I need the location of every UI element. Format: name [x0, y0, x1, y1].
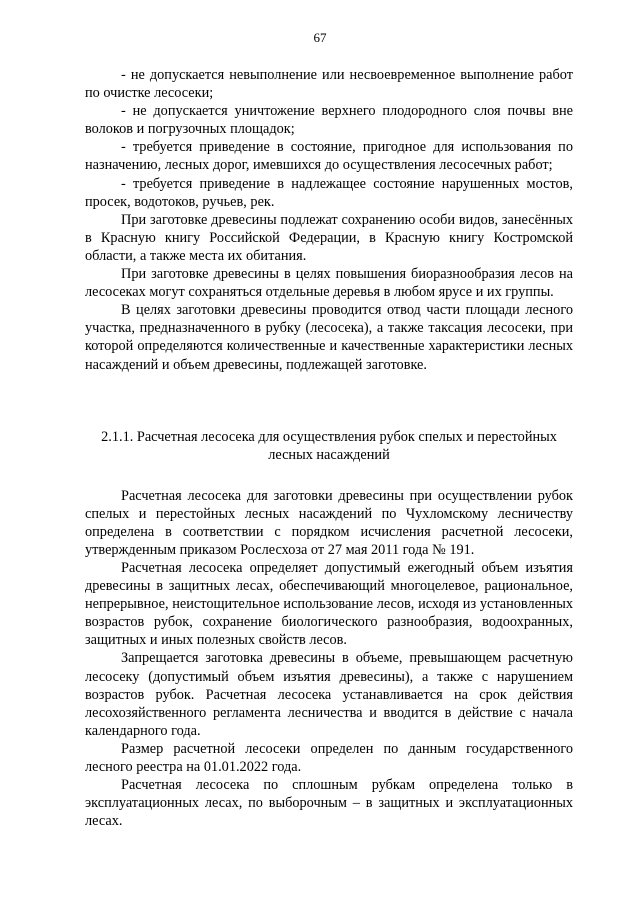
paragraph: Расчетная лесосека для заготовки древесины при осуществлении рубок спелых и перестойных лесных насаждений по Чухломскому лесничеству определена в соответствии с порядком исчисления расчетной лесосеки, утвержденным приказом Рослесхоза от 27 мая 2011 года № 191.: [85, 487, 573, 558]
page-number: 67: [313, 30, 327, 45]
paragraph: Расчетная лесосека определяет допустимый ежегодный объем изъятия древесины в защитных лесах, обеспечивающий многоцелевое, рациональное, непрерывное, неистощительное использование лесов, исходя из установленных возрастов рубок, сохранение биологического разнообразия, водоохранных, защитных и иных полезных свойств лесов.: [85, 559, 573, 649]
paragraph: При заготовке древесины в целях повышения биоразнообразия лесов на лесосеках могут сохраняться отдельные деревья в любом ярусе и их группы.: [85, 266, 573, 301]
paragraph: При заготовке древесины подлежат сохранению особи видов, занесённых в Красную книгу Российской Федерации, в Красную книгу Костромской области, а также места их обитания.: [85, 211, 573, 264]
paragraph: - требуется приведение в состояние, пригодное для использования по назначению, лесных дорог, имевшихся до осуществления лесосечных работ;: [85, 139, 573, 174]
paragraph: Запрещается заготовка древесины в объеме, превышающем расчетную лесосеку (допустимый объем изъятия древесины), а также с нарушением возрастов рубок. Расчетная лесосека устанавливается на срок действия лесохозяйственного регламента лесничества и вводится в действие с начала календарного года.: [85, 650, 573, 739]
paragraph: В целях заготовки древесины проводится отвод части площади лесного участка, предназначенного в рубку (лесосека), а также таксация лесосеки, при которой определяются количественные и качественные характеристики лесных насаждений и объем древесины, подлежащей заготовке.: [85, 302, 573, 373]
paragraph: - не допускается уничтожение верхнего плодородного слоя почвы вне волоков и погрузочных площадок;: [85, 103, 573, 138]
paragraph: - требуется приведение в надлежащее состояние нарушенных мостов, просек, водотоков, ручьев, рек.: [85, 175, 573, 210]
paragraph: Размер расчетной лесосеки определен по данным государственного лесного реестра на 01.01.2022 года.: [85, 740, 573, 775]
page-body: [85, 66, 573, 830]
paragraph: Расчетная лесосека по сплошным рубкам определена только в эксплуатационных лесах, по выборочным – в защитных и эксплуатационных лесах.: [85, 777, 573, 830]
paragraph: - не допускается невыполнение или несвоевременное выполнение работ по очистке лесосеки;: [85, 67, 573, 102]
section-heading: 2.1.1. Расчетная лесосека для осуществления рубок спелых и перестойных лесных насаждений: [101, 428, 557, 463]
